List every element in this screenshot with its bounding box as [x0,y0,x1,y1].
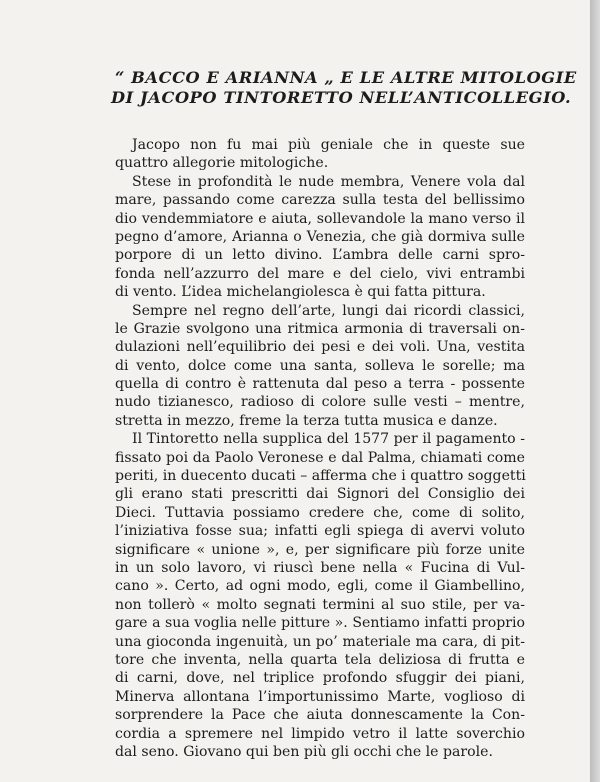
text-line: di carni, dove, nel triplice profondo sfuggir dei piani, [115,670,525,687]
text-line: nudo tizianesco, radioso di colore sulle vesti – mentre, [115,394,525,411]
text-line: Sempre nel regno dell’arte, lungi dai ricordi classici, [132,302,525,319]
text-line: mare, passando come carezza sulla testa del bellissimo [115,192,525,209]
text-line: una gioconda ingenuità, un po’ materiale ma cara, di pit- [115,633,525,650]
text-line: di vento. L’idea michelangiolesca è qui fatta pittura. [115,284,486,301]
heading-line: “ BACCO E ARIANNA „ E LE ALTRE MITOLOGIE [115,68,577,87]
page-edge-shadow [590,0,600,782]
heading-line: DI JACOPO TINTORETTO NELL’ANTICOLLEGIO. [111,88,572,107]
paragraph [115,136,525,173]
text-line: l’iniziativa fosse sua; infatti egli spiega di avervi voluto [115,523,525,540]
text-line: cano ». Certo, ad ogni modo, egli, come il Giambellino, [115,578,525,595]
text-line: Dieci. Tuttavia possiamo credere che, come di solito, [115,504,525,521]
text-line: tore che inventa, nella quarta tela deliziosa di frutta e [115,651,525,668]
text-line: le Grazie svolgono una ritmica armonia di traversali on- [115,320,525,337]
text-line: dio vendemmiatore e aiuta, sollevandole la mano verso il [115,210,525,227]
chapter-heading [111,68,577,108]
text-line: sorprendere la Pace che aiuta donnescamente la Con- [115,707,525,724]
text-line: quattro allegorie mitologiche. [115,155,329,172]
text-line: Stese in profondità le nude membra, Venere vola dal [132,173,525,190]
text-line: fonda nell’azzurro del mare e del cielo, vivi entrambi [115,265,525,282]
text-line: Il Tintoretto nella supplica del 1577 per il pagamento - [132,431,525,448]
text-line: non tollerò « molto segnati termini al suo stile, per va- [115,596,525,613]
text-line: Minerva allontana l’importunissimo Marte, voglioso di [115,688,525,705]
text-line: dulazioni nell’equilibrio dei pesi e dei voli. Una, vestita [115,339,525,356]
text-line: di vento, dolce come una santa, solleva le sorelle; ma [115,357,525,374]
text-line: porpore di un letto divino. L’ambra delle carni spro- [115,247,525,264]
text-line: quella di contro è rattenuta dal peso a terra - possente [115,376,525,393]
text-line: in un solo lavoro, vi riuscì bene nella « Fucina di Vul- [115,559,525,576]
body-text [115,136,525,761]
paragraph [115,302,525,431]
text-line: Jacopo non fu mai più geniale che in queste sue [132,137,525,153]
text-line: periti, in duecento ducati – afferma che i quattro soggetti [115,468,526,485]
text-line: gli erano stati prescritti dai Signori del Consiglio dei [115,486,525,503]
text-line: fissato poi da Paolo Veronese e dal Palma, chiamati come [115,449,525,466]
text-line: dal seno. Giovano qui ben più gli occhi che le parole. [115,743,493,760]
text-line: stretta in mezzo, freme la terza tutta musica e danze. [115,412,498,429]
paragraph [115,430,525,761]
text-line: significare « unione », e, per significare più forze unite [115,541,525,558]
page-content [111,68,577,761]
text-line: pegno d’amore, Arianna o Venezia, che già dormiva sulle [115,228,525,245]
paragraph [115,173,525,302]
text-line: cordia a spremere nel limpido vetro il latte soverchio [115,725,525,742]
text-line: gare a sua voglia nelle pitture ». Sentiamo infatti proprio [115,615,525,632]
